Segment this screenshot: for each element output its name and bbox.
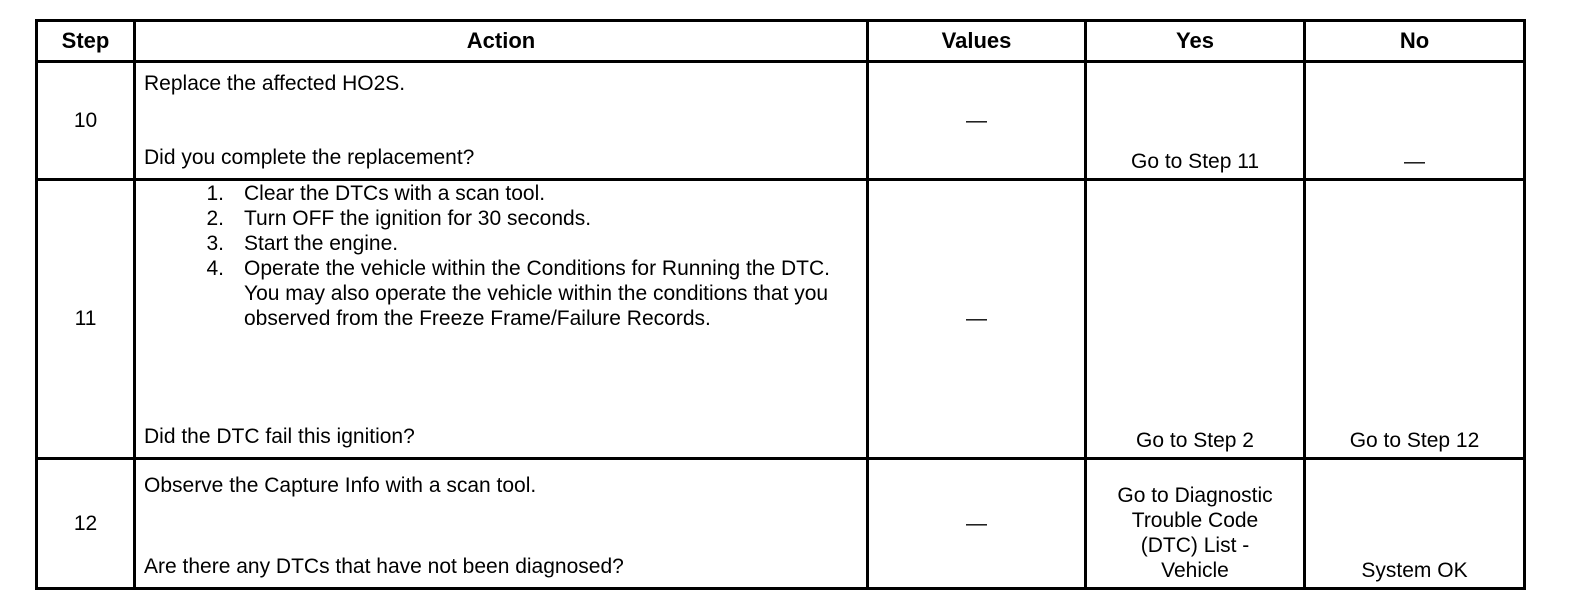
header-step: Step [37, 21, 135, 62]
action-cell [135, 459, 868, 589]
step-number: 11 [37, 180, 135, 459]
yes-cell: Go to Diagnostic Trouble Code (DTC) List - Vehicle [1086, 459, 1305, 589]
no-cell: — [1305, 62, 1525, 180]
action-text: Replace the affected HO2S. [144, 72, 406, 95]
list-item-text: Clear the DTCs with a scan tool. [244, 182, 546, 205]
no-cell: Go to Step 12 [1305, 180, 1525, 459]
list-item [144, 181, 858, 206]
header-no: No [1305, 21, 1525, 62]
diagnostic-table [35, 19, 1526, 590]
table-row [37, 459, 1525, 589]
action-steps-list [144, 181, 858, 331]
table-row [37, 62, 1525, 180]
table-row [37, 180, 1525, 459]
header-row [37, 21, 1525, 62]
list-item [144, 231, 858, 256]
list-item [144, 206, 858, 231]
no-cell: System OK [1305, 459, 1525, 589]
action-question: Did the DTC fail this ignition? [144, 425, 415, 448]
list-item-number: 4. [206, 257, 224, 280]
action-text: Observe the Capture Info with a scan tool. [144, 474, 537, 497]
values-cell: — [868, 62, 1086, 180]
step-number: 10 [37, 62, 135, 180]
values-cell: — [868, 459, 1086, 589]
action-cell [135, 62, 868, 180]
header-values: Values [868, 21, 1086, 62]
step-number: 12 [37, 459, 135, 589]
yes-cell: Go to Step 2 [1086, 180, 1305, 459]
action-question: Did you complete the replacement? [144, 146, 475, 169]
action-question: Are there any DTCs that have not been diagnosed? [144, 555, 624, 578]
values-cell: — [868, 180, 1086, 459]
list-item-number: 1. [206, 182, 224, 205]
header-yes: Yes [1086, 21, 1305, 62]
list-item-number: 2. [206, 207, 224, 230]
yes-cell: Go to Step 11 [1086, 62, 1305, 180]
action-cell [135, 180, 868, 459]
list-item-number: 3. [206, 232, 224, 255]
list-item-text: Operate the vehicle within the Conditions for Running the DTC. You may also operate the vehicle within the conditions that you observed from the Freeze Frame/Failure Records. [244, 257, 830, 330]
list-item [144, 256, 858, 331]
list-item-text: Start the engine. [244, 232, 399, 255]
header-action: Action [135, 21, 868, 62]
list-item-text: Turn OFF the ignition for 30 seconds. [244, 207, 592, 230]
